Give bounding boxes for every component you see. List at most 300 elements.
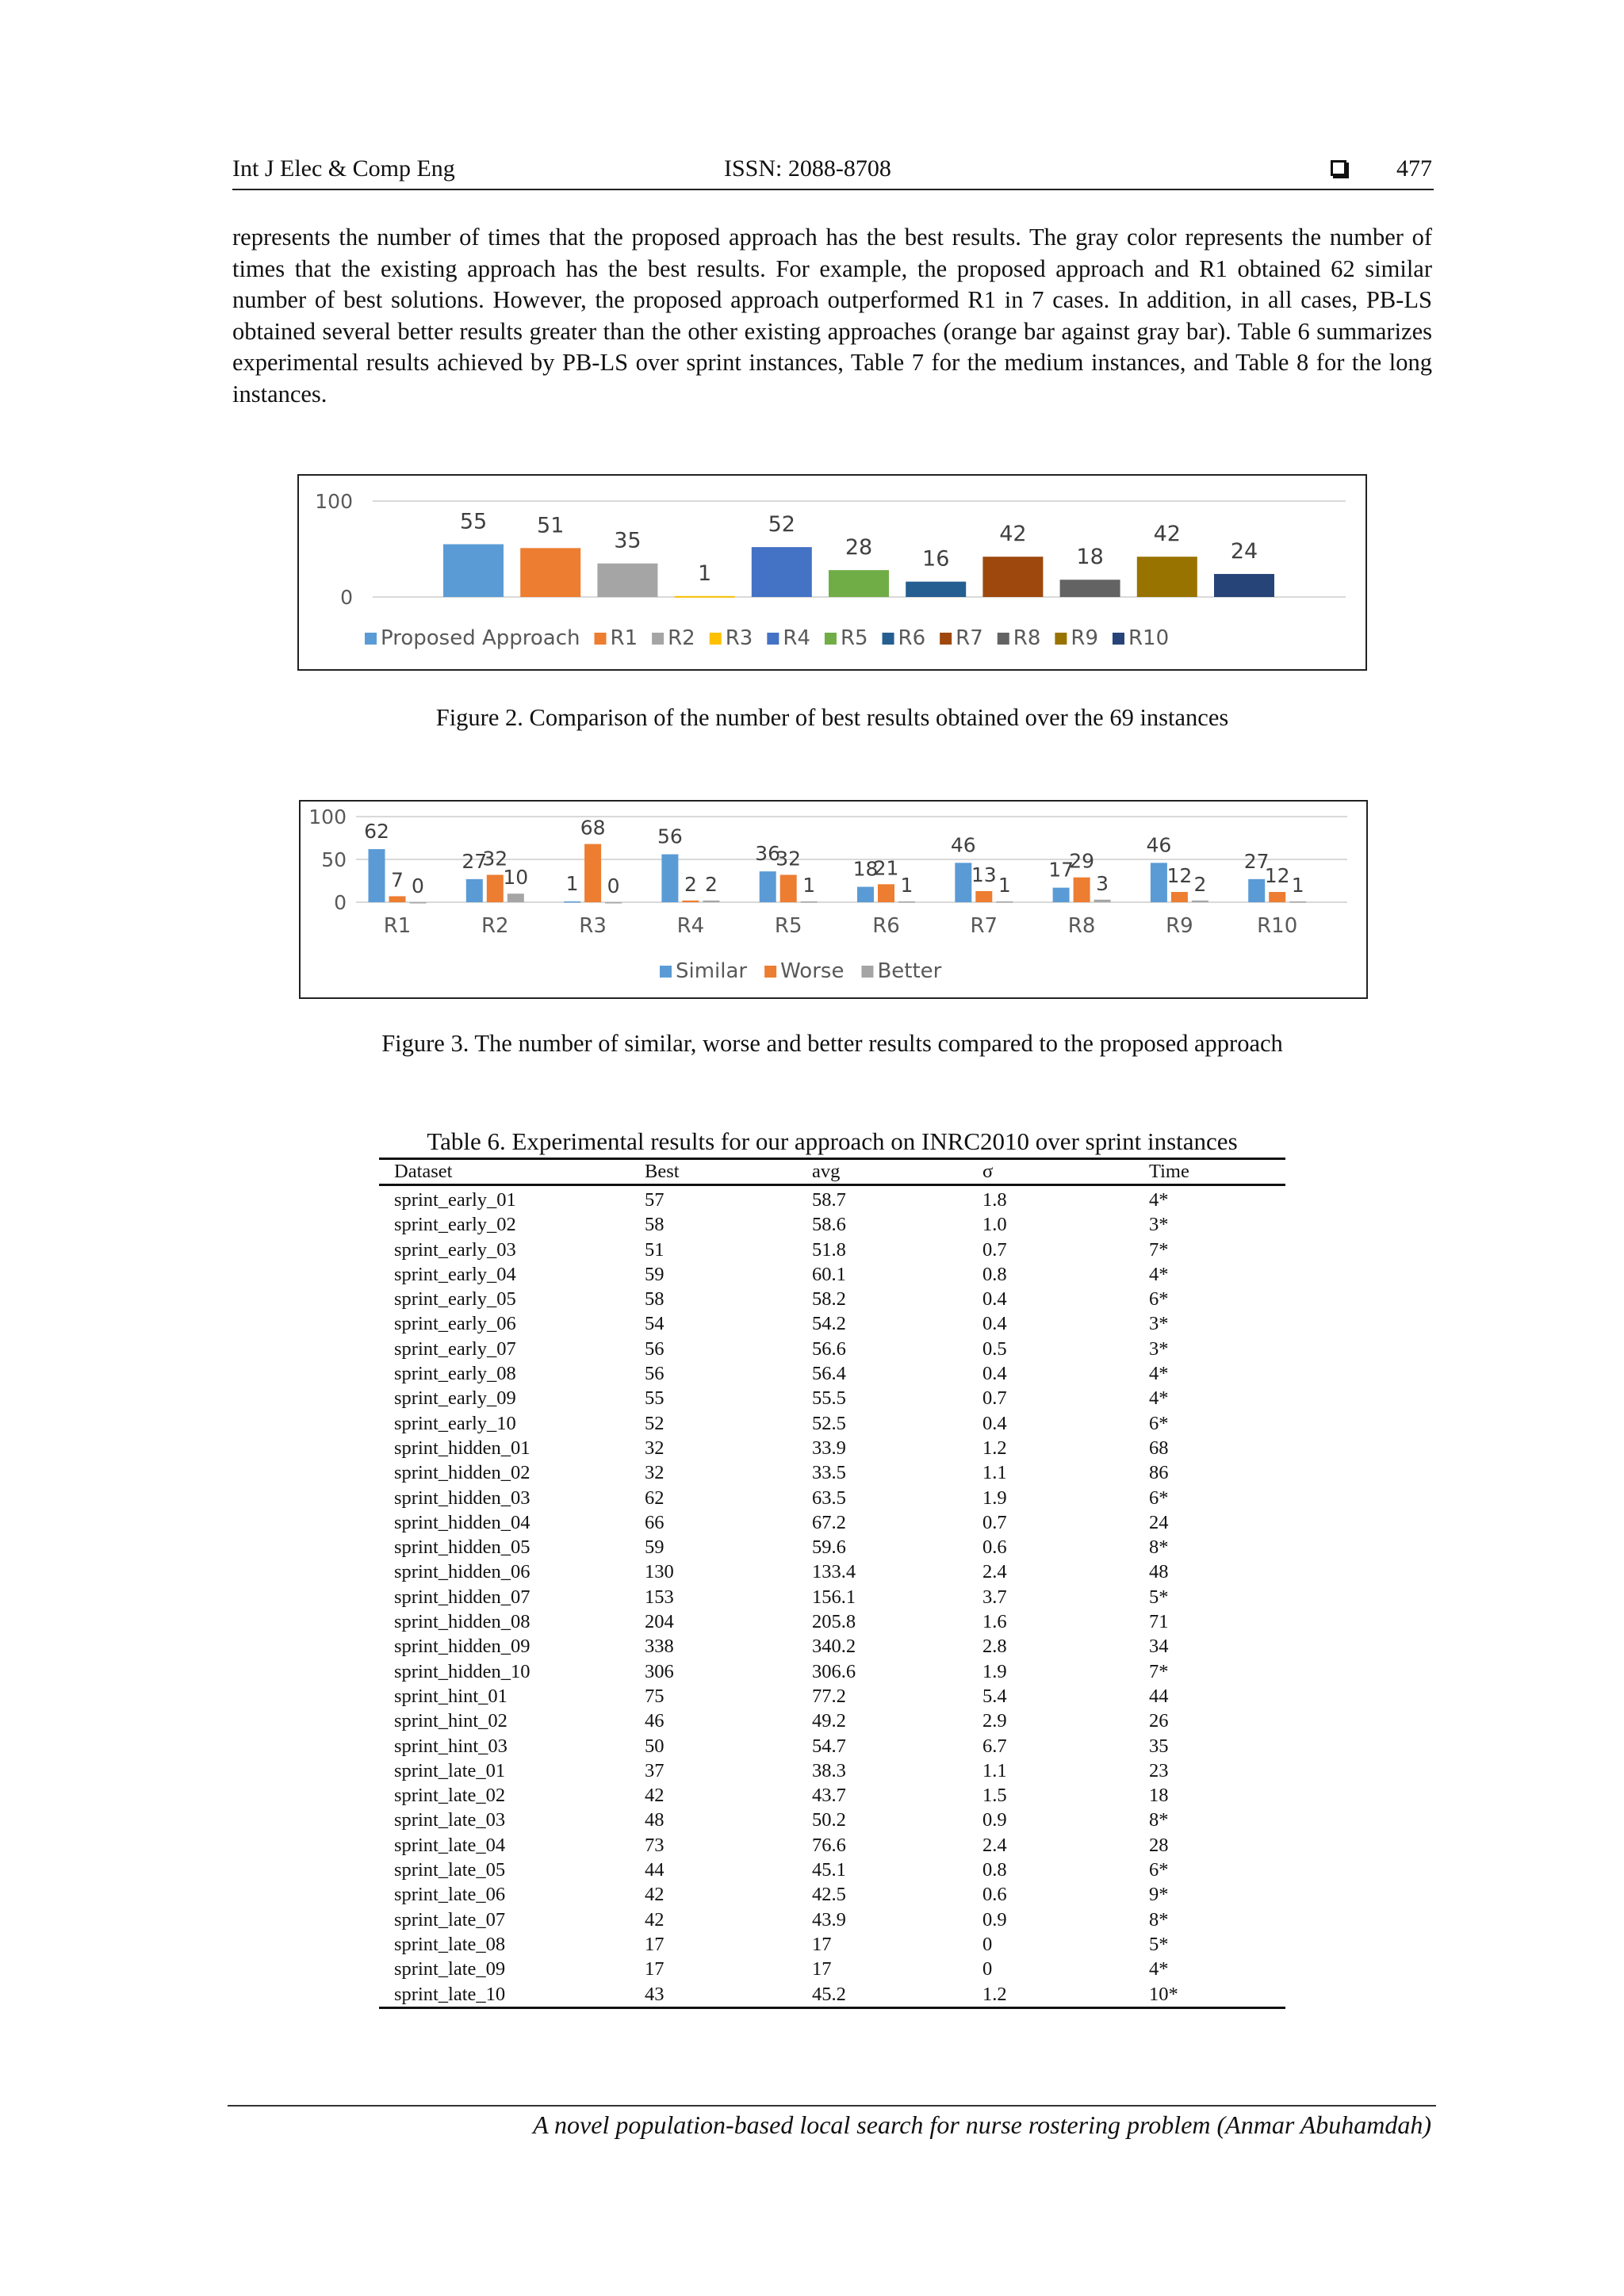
data-label: 1 — [802, 873, 816, 897]
legend-swatch — [710, 633, 722, 645]
data-label: 12 — [1166, 864, 1193, 888]
data-label: 0 — [412, 874, 424, 897]
table-cell: 43.9 — [812, 1908, 846, 1931]
table-cell: 9* — [1149, 1884, 1169, 1906]
bar — [1171, 892, 1188, 902]
table-cell: 6* — [1149, 1412, 1169, 1434]
legend-swatch — [940, 633, 952, 645]
data-label: 55 — [459, 509, 488, 534]
data-label: 1 — [565, 871, 579, 895]
table-row — [379, 1460, 1285, 1485]
legend-entry: R3 — [725, 626, 753, 650]
table-cell: sprint_hint_01 — [394, 1685, 508, 1707]
bar — [878, 884, 894, 902]
legend-swatch — [1055, 633, 1067, 645]
table-row — [379, 1833, 1285, 1858]
table-cell: sprint_early_02 — [394, 1214, 516, 1236]
table-row — [379, 1337, 1285, 1361]
table-row — [379, 1436, 1285, 1460]
bar — [906, 582, 966, 597]
table-cell: 54 — [645, 1313, 665, 1335]
table-cell: sprint_early_05 — [394, 1288, 516, 1311]
table-cell: sprint_hidden_10 — [394, 1660, 530, 1682]
bar — [410, 902, 427, 904]
figure-3-chart — [301, 802, 1366, 997]
table-cell: 76.6 — [812, 1834, 846, 1856]
table-row — [379, 1287, 1285, 1311]
data-label: 56 — [657, 825, 683, 848]
table-cell: 1.9 — [982, 1660, 1007, 1682]
table-cell: 23 — [1149, 1759, 1169, 1781]
table-cell: 50.2 — [812, 1809, 846, 1831]
table-cell: 67.2 — [812, 1511, 846, 1533]
legend-swatch — [861, 966, 873, 978]
table-row — [379, 1386, 1285, 1410]
table-row — [379, 1486, 1285, 1510]
table-row — [379, 1634, 1285, 1659]
table-cell: 4* — [1149, 1263, 1169, 1285]
table-cell: sprint_late_05 — [394, 1859, 506, 1881]
bar — [982, 557, 1043, 597]
bar — [520, 548, 580, 597]
table-cell: 0.8 — [982, 1263, 1007, 1285]
table-cell: 306 — [645, 1660, 674, 1682]
bar — [1074, 878, 1090, 902]
table-cell: 133.4 — [812, 1561, 856, 1583]
table-cell: 3* — [1149, 1313, 1169, 1335]
y-tick-label: 0 — [334, 891, 347, 914]
figure-2-chart — [299, 476, 1365, 669]
table-cell: sprint_hidden_02 — [394, 1462, 530, 1484]
table-cell: 43 — [630, 1982, 797, 2008]
data-label: 1 — [900, 873, 914, 897]
bar — [682, 901, 699, 902]
table-6-caption: Table 6. Experimental results for our approach on INRC2010 over sprint instances — [427, 1127, 1238, 1155]
legend-swatch — [595, 633, 607, 645]
table-cell: sprint_hint_03 — [394, 1735, 508, 1757]
table-cell: 52 — [645, 1412, 665, 1434]
table-row — [379, 1559, 1285, 1584]
table-cell: 1.9 — [982, 1487, 1007, 1509]
table-cell: sprint_hidden_04 — [394, 1511, 530, 1533]
table-cell: 8* — [1149, 1908, 1169, 1931]
table-cell: sprint_late_07 — [394, 1908, 506, 1931]
table-cell: 33.5 — [812, 1462, 846, 1484]
table-cell: 2.4 — [982, 1834, 1007, 1856]
table-cell: sprint_hidden_03 — [394, 1487, 530, 1509]
table-row — [379, 1185, 1285, 1213]
table-cell: 42.5 — [812, 1884, 846, 1906]
bar — [1137, 557, 1197, 597]
table-cell: sprint_early_06 — [394, 1313, 516, 1335]
data-label: 18 — [852, 857, 879, 881]
table-cell: 0.6 — [982, 1536, 1007, 1559]
table-cell: 5.4 — [982, 1685, 1007, 1707]
table-cell: 59 — [645, 1263, 665, 1285]
data-label: 18 — [1076, 545, 1104, 570]
bar — [1094, 900, 1111, 902]
bar — [661, 855, 678, 902]
table-row — [379, 1783, 1285, 1808]
table-cell: 0.8 — [982, 1859, 1007, 1881]
table-cell: 6.7 — [982, 1735, 1007, 1757]
y-tick-label: 0 — [340, 586, 353, 609]
table-cell: 60.1 — [812, 1263, 846, 1285]
table-cell: 57 — [645, 1189, 665, 1211]
table-cell: 4* — [1149, 1387, 1169, 1410]
bar — [857, 887, 874, 902]
table-cell: 63.5 — [812, 1487, 846, 1509]
data-label: 16 — [922, 546, 950, 572]
table-cell: 1.1 — [982, 1462, 1007, 1484]
table-cell: 48 — [1149, 1561, 1169, 1583]
table-cell: 56.6 — [812, 1337, 846, 1360]
table-row — [379, 1758, 1285, 1783]
table-cell: sprint_hidden_06 — [394, 1561, 530, 1583]
bar — [564, 901, 580, 903]
data-label: 1 — [1291, 873, 1304, 897]
table-cell: 54.2 — [812, 1313, 846, 1335]
table-cell: 33.9 — [812, 1437, 846, 1459]
table-row — [379, 1535, 1285, 1559]
table-cell: 0.6 — [982, 1884, 1007, 1906]
bar — [675, 596, 735, 598]
table-cell: 156.1 — [812, 1586, 856, 1608]
table-cell: sprint_early_10 — [394, 1412, 516, 1434]
table-cell: 54.7 — [812, 1735, 846, 1757]
table-row — [379, 1908, 1285, 1932]
legend-swatch — [660, 966, 672, 978]
bar — [369, 849, 385, 902]
data-label: 3 — [1096, 871, 1109, 895]
legend-swatch — [1113, 633, 1124, 645]
data-label: 13 — [971, 863, 997, 886]
data-label: 2 — [1193, 872, 1207, 896]
data-label: 10 — [503, 866, 529, 890]
x-tick-label: R5 — [774, 914, 802, 938]
table-cell: 0.9 — [982, 1908, 1007, 1931]
table-cell: 58.6 — [812, 1214, 846, 1236]
table-cell: 306.6 — [812, 1660, 856, 1682]
table-cell: 26 — [1149, 1710, 1169, 1732]
table-cell: 4* — [1149, 1363, 1169, 1385]
table-cell: 8* — [1149, 1536, 1169, 1559]
table-cell: 130 — [645, 1561, 674, 1583]
data-label: 24 — [1230, 538, 1258, 564]
bar — [1060, 580, 1120, 597]
table-cell: 0.7 — [982, 1511, 1007, 1533]
table-cell: 37 — [645, 1759, 665, 1781]
body-paragraph: represents the number of times that the proposed approach has the best results. The gray color represents the number of times that the existing approach has the best results. For example, the proposed approach and R1 obtained 62 similar number of best solutions. However, the proposed approach outperformed R1 in 7 cases. In addition, in all cases, PB-LS obtained several better results greater than the other existing approaches (orange bar against gray bar). Table 6 summarizes experimental results achieved by PB-LS over sprint instances, Table 7 for the medium instances, and Table 8 for the long instances. — [232, 224, 1432, 408]
table-row — [379, 1659, 1285, 1684]
data-label: 32 — [482, 847, 508, 871]
table-row — [379, 1709, 1285, 1733]
table-cell: 77.2 — [812, 1685, 846, 1707]
table-cell: 338 — [645, 1636, 674, 1658]
table-cell: 17 — [645, 1958, 665, 1980]
table-cell: sprint_hidden_01 — [394, 1437, 530, 1459]
data-label: 1 — [998, 873, 1011, 897]
table-cell: 0.4 — [982, 1288, 1007, 1311]
bar — [752, 547, 812, 597]
table-cell: 3* — [1149, 1337, 1169, 1360]
bar — [703, 901, 719, 902]
table-cell: 6* — [1149, 1859, 1169, 1881]
bar — [584, 844, 601, 902]
x-tick-label: R4 — [676, 914, 705, 938]
table-cell: 6* — [1149, 1487, 1169, 1509]
bar — [760, 871, 776, 902]
x-tick-label: R10 — [1257, 914, 1298, 938]
table-cell: 5* — [1149, 1933, 1169, 1955]
table-cell: 42 — [645, 1908, 665, 1931]
table-cell: 7* — [1149, 1660, 1169, 1682]
column-header: avg — [797, 1159, 967, 1185]
table-cell: 43.7 — [812, 1785, 846, 1807]
table-header-row — [379, 1159, 1285, 1185]
table-cell: 0.7 — [982, 1387, 1007, 1410]
legend-swatch — [365, 633, 377, 645]
bar — [1192, 901, 1208, 902]
legend-swatch — [764, 966, 776, 978]
column-header: Dataset — [379, 1159, 630, 1185]
bar — [466, 879, 483, 902]
table-cell: 28 — [1149, 1834, 1169, 1856]
table-cell: 58 — [645, 1214, 665, 1236]
data-label: 12 — [1264, 864, 1290, 888]
bar — [1289, 901, 1306, 903]
table-row — [379, 1585, 1285, 1609]
table-cell: 56 — [645, 1337, 665, 1360]
figure-2-caption: Figure 2. Comparison of the number of best results obtained over the 69 instances — [435, 704, 1229, 731]
table-cell: 42 — [645, 1884, 665, 1906]
legend-entry: Better — [877, 959, 942, 983]
table-row — [379, 1982, 1285, 2008]
table-cell: sprint_late_02 — [394, 1785, 506, 1807]
table-cell: 50 — [645, 1735, 665, 1757]
table-cell: 0.9 — [982, 1809, 1007, 1831]
table-cell: 0.4 — [982, 1313, 1007, 1335]
table-cell: 59 — [645, 1536, 665, 1559]
table-cell: 205.8 — [812, 1611, 856, 1633]
table-row — [379, 1311, 1285, 1336]
data-label: 62 — [364, 820, 389, 844]
table-cell: 55.5 — [812, 1387, 846, 1410]
legend-entry: R4 — [783, 626, 810, 650]
legend-swatch — [883, 633, 894, 645]
legend-entry: Worse — [780, 959, 845, 983]
table-cell: 0.5 — [982, 1337, 1007, 1360]
table-cell: 59.6 — [812, 1536, 846, 1559]
table-cell: 18 — [1149, 1785, 1169, 1807]
table-cell: 0.4 — [982, 1363, 1007, 1385]
table-cell: 34 — [1149, 1636, 1169, 1658]
legend-entry: R1 — [610, 626, 638, 650]
x-tick-label: R6 — [872, 914, 900, 938]
bar — [1151, 863, 1167, 902]
table-cell: 68 — [1149, 1437, 1169, 1459]
data-label: 21 — [873, 856, 899, 880]
legend-swatch — [767, 633, 779, 645]
legend-entry: Proposed Approach — [381, 626, 580, 650]
table-cell: sprint_late_03 — [394, 1809, 506, 1831]
table-cell: 56 — [645, 1363, 665, 1385]
bar — [1214, 574, 1274, 597]
table-row — [379, 1957, 1285, 1981]
table-cell: 66 — [645, 1511, 665, 1533]
table-row — [379, 1858, 1285, 1882]
footer-rule — [228, 2105, 1436, 2107]
table-cell: 1.5 — [982, 1785, 1007, 1807]
table-cell: 1.6 — [982, 1611, 1007, 1633]
table-cell: sprint_early_08 — [394, 1363, 516, 1385]
table-cell: sprint_early_09 — [394, 1387, 516, 1410]
table-row — [379, 1734, 1285, 1758]
table-cell: 42 — [645, 1785, 665, 1807]
bar — [780, 874, 797, 902]
bar — [898, 901, 915, 903]
table-cell: 49.2 — [812, 1710, 846, 1732]
table-cell: 5* — [1149, 1586, 1169, 1608]
table-cell: 51 — [645, 1238, 665, 1261]
column-header: Time — [1134, 1159, 1285, 1185]
data-label: 2 — [684, 872, 697, 896]
table-row — [379, 1361, 1285, 1386]
table-cell: 10* — [1134, 1982, 1285, 2008]
table-cell: 73 — [645, 1834, 665, 1856]
table-cell: 58.7 — [812, 1189, 846, 1211]
table-row — [379, 1510, 1285, 1535]
bar — [801, 901, 818, 903]
page-number: 477 — [1396, 155, 1432, 182]
table-cell: 4* — [1149, 1958, 1169, 1980]
data-label: 32 — [776, 847, 802, 871]
table-cell: 0 — [982, 1958, 993, 1980]
results-table — [379, 1158, 1285, 2009]
table-cell: 1.2 — [967, 1982, 1134, 2008]
data-label: 42 — [1153, 522, 1181, 547]
table-row — [379, 1932, 1285, 1957]
bar — [487, 874, 504, 902]
table-cell: 46 — [645, 1710, 665, 1732]
table-row — [379, 1411, 1285, 1436]
bar — [597, 564, 657, 597]
legend-entry: Similar — [676, 959, 748, 983]
table-cell: sprint_early_01 — [394, 1189, 516, 1211]
table-cell: 44 — [645, 1859, 665, 1881]
table-cell: 32 — [645, 1462, 665, 1484]
table-row — [379, 1808, 1285, 1832]
table-cell: 45.1 — [812, 1859, 846, 1881]
data-label: 17 — [1048, 858, 1074, 882]
table-cell: 204 — [645, 1611, 674, 1633]
table-row — [379, 1882, 1285, 1907]
table-cell: 17 — [812, 1958, 832, 1980]
table-cell: sprint_early_03 — [394, 1238, 516, 1261]
bar — [389, 896, 406, 902]
table-cell: 52.5 — [812, 1412, 846, 1434]
table-cell: 51.8 — [812, 1238, 846, 1261]
bar — [605, 902, 622, 904]
x-tick-label: R3 — [579, 914, 607, 938]
table-cell: 58.2 — [812, 1288, 846, 1311]
table-cell: 2.9 — [982, 1710, 1007, 1732]
table-row — [379, 1212, 1285, 1237]
bar — [975, 891, 992, 902]
table-row — [379, 1238, 1285, 1262]
table-row — [379, 1684, 1285, 1709]
data-label: 46 — [1146, 833, 1172, 857]
data-label: 46 — [950, 833, 976, 857]
bar — [955, 863, 971, 902]
data-label: 36 — [755, 842, 781, 866]
table-cell: sprint_early_07 — [394, 1337, 516, 1360]
bar — [443, 544, 504, 597]
table-cell: 17 — [812, 1933, 832, 1955]
bar — [996, 901, 1013, 903]
table-cell: sprint_late_06 — [394, 1884, 506, 1906]
table-cell: 4* — [1149, 1189, 1169, 1211]
data-label: 27 — [462, 849, 488, 873]
table-cell: sprint_late_09 — [394, 1958, 506, 1980]
x-tick-label: R9 — [1166, 914, 1193, 938]
data-label: 7 — [391, 868, 404, 892]
x-tick-label: R8 — [1067, 914, 1096, 938]
table-cell: 340.2 — [812, 1636, 856, 1658]
legend-entry: R10 — [1128, 626, 1170, 650]
y-tick-label: 100 — [308, 806, 347, 828]
table-cell: 44 — [1149, 1685, 1169, 1707]
table-cell: 6* — [1149, 1288, 1169, 1311]
issn: ISSN: 2088-8708 — [724, 155, 891, 182]
footer-title: A novel population-based local search for nurse rostering problem (Anmar Abuhamdah) — [533, 2110, 1431, 2139]
table-cell: 45.2 — [797, 1982, 967, 2008]
data-label: 29 — [1069, 849, 1095, 873]
table-cell: sprint_late_04 — [394, 1834, 506, 1856]
data-label: 1 — [698, 561, 712, 586]
data-label: 52 — [768, 512, 795, 538]
bar — [508, 894, 524, 902]
table-cell: 62 — [645, 1487, 665, 1509]
bar — [1053, 888, 1070, 902]
table-cell: 153 — [645, 1586, 674, 1608]
table-cell: 1.8 — [982, 1189, 1007, 1211]
column-header: Best — [630, 1159, 797, 1185]
table-row — [379, 1609, 1285, 1634]
table-cell: 3* — [1149, 1214, 1169, 1236]
x-tick-label: R1 — [383, 914, 412, 938]
legend-entry: R6 — [898, 626, 926, 650]
table-row — [379, 1262, 1285, 1287]
table-cell: sprint_hint_02 — [394, 1710, 508, 1732]
table-cell: 58 — [645, 1288, 665, 1311]
x-tick-label: R7 — [970, 914, 998, 938]
figure-2-box — [297, 474, 1367, 671]
table-cell: 1.0 — [982, 1214, 1007, 1236]
legend-entry: R2 — [668, 626, 695, 650]
table-cell: 1.1 — [982, 1759, 1007, 1781]
table-cell: sprint_hidden_09 — [394, 1636, 530, 1658]
running-header — [232, 155, 1434, 190]
table-cell: 24 — [1149, 1511, 1169, 1533]
table-cell: 0 — [982, 1933, 993, 1955]
legend-entry: R5 — [840, 626, 868, 650]
legend-swatch — [652, 633, 664, 645]
data-label: 51 — [537, 513, 565, 538]
table-cell: 32 — [645, 1437, 665, 1459]
table-cell: 56.4 — [812, 1363, 846, 1385]
table-cell: 2.8 — [982, 1636, 1007, 1658]
